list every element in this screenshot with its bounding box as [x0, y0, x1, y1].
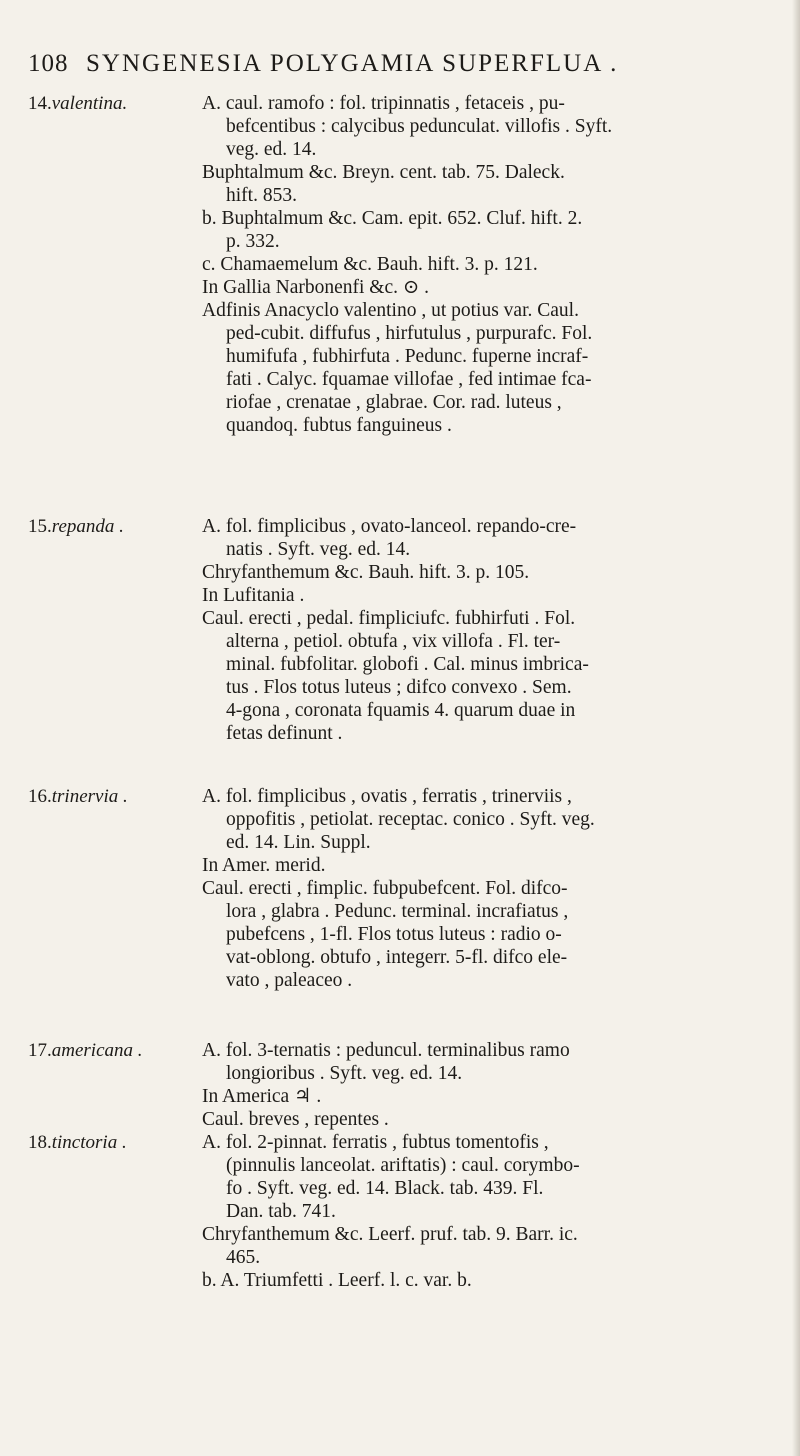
species-label: [28, 92, 200, 115]
species-name: trinervia .: [51, 786, 128, 807]
text-line: Chryfanthemum &c. Bauh. hift. 3. p. 105.: [202, 562, 530, 583]
text-line: fati . Calyc. fquamae villofae , fed intimae fca-: [226, 369, 592, 390]
species-label: [28, 1131, 200, 1154]
page-number: 108: [28, 50, 69, 77]
text-line: befcentibus : calycibus pedunculat. villofis . Syft.: [226, 116, 613, 137]
text-line: ped-cubit. diffufus , hirfutulus , purpurafc. Fol.: [226, 323, 593, 344]
text-line: In Amer. merid.: [202, 855, 326, 876]
text-line: pubefcens , 1-fl. Flos totus luteus : radio o-: [226, 924, 562, 945]
page-body: [28, 92, 780, 1291]
species-number: 17.: [28, 1040, 52, 1061]
species-entry-tinctoria: [28, 1131, 780, 1291]
text-line: riofae , crenatae , glabrae. Cor. rad. luteus ,: [226, 392, 562, 413]
text-line: longioribus . Syft. veg. ed. 14.: [226, 1063, 463, 1084]
text-line: (pinnulis lanceolat. ariftatis) : caul. corymbo-: [226, 1155, 580, 1176]
species-entry-trinervia: [28, 785, 780, 1039]
species-entry-repanda: [28, 515, 780, 785]
species-label: [28, 785, 200, 808]
species-name: repanda .: [51, 516, 124, 537]
text-line: natis . Syft. veg. ed. 14.: [226, 539, 411, 560]
species-number: 16.: [28, 786, 52, 807]
text-line: oppofitis , petiolat. receptac. conico . Syft. veg.: [226, 809, 595, 830]
species-name: americana .: [51, 1040, 143, 1061]
species-number: 15.: [28, 516, 52, 537]
text-line: humifufa , fubhirfuta . Pedunc. fuperne incraf-: [226, 346, 589, 367]
text-line: alterna , petiol. obtufa , vix villofa . Fl. ter-: [226, 631, 561, 652]
text-line: tus . Flos totus luteus ; difco convexo . Sem.: [226, 677, 572, 698]
text-line: b. A. Triumfetti . Leerf. l. c. var. b.: [202, 1270, 472, 1291]
text-line: Buphtalmum &c. Breyn. cent. tab. 75. Daleck.: [202, 162, 565, 183]
text-line: b. Buphtalmum &c. Cam. epit. 652. Cluf. hift. 2.: [202, 208, 583, 229]
text-line: vato , paleaceo .: [226, 970, 353, 991]
text-line: c. Chamaemelum &c. Bauh. hift. 3. p. 121.: [202, 254, 538, 275]
text-line: In Lufitania .: [202, 585, 305, 606]
species-label: [28, 1039, 200, 1062]
species-entry-valentina: [28, 92, 780, 515]
text-line: quandoq. fubtus fanguineus .: [226, 415, 452, 436]
species-entry-americana: [28, 1039, 780, 1131]
text-line: 4-gona , coronata fquamis 4. quarum duae in: [226, 700, 576, 721]
text-line: A. fol. fimplicibus , ovatis , ferratis , trinerviis ,: [202, 786, 572, 807]
text-line: minal. fubfolitar. globofi . Cal. minus imbrica-: [226, 654, 589, 675]
text-line: A. fol. fimplicibus , ovato-lanceol. repando-cre-: [202, 516, 577, 537]
page-edge-shadow: [792, 0, 800, 1456]
text-line: ed. 14. Lin. Suppl.: [226, 832, 371, 853]
running-title: SYNGENESIA POLYGAMIA SUPERFLUA .: [86, 50, 619, 77]
text-line: 465.: [226, 1247, 261, 1268]
text-line: A. caul. ramofo : fol. tripinnatis , fetaceis , pu-: [202, 93, 565, 114]
text-line: In Gallia Narbonenfi &c. ⊙ .: [202, 277, 429, 298]
text-line: Caul. erecti , fimplic. fubpubefcent. Fol. difco-: [202, 878, 568, 899]
text-line: Caul. erecti , pedal. fimpliciufc. fubhirfuti . Fol.: [202, 608, 576, 629]
text-line: lora , glabra . Pedunc. terminal. incrafiatus ,: [226, 901, 569, 922]
text-line: fo . Syft. veg. ed. 14. Black. tab. 439. Fl.: [226, 1178, 544, 1199]
text-line: A. fol. 3-ternatis : peduncul. terminalibus ramo: [202, 1040, 570, 1061]
text-line: Adfinis Anacyclo valentino , ut potius var. Caul.: [202, 300, 579, 321]
text-line: vat-oblong. obtufo , integerr. 5-fl. difco ele-: [226, 947, 568, 968]
page-header: [28, 50, 768, 86]
species-name: valentina.: [51, 93, 128, 114]
text-line: fetas definunt .: [226, 723, 343, 744]
text-line: Dan. tab. 741.: [226, 1201, 336, 1222]
text-line: Chryfanthemum &c. Leerf. pruf. tab. 9. Barr. ic.: [202, 1224, 578, 1245]
text-line: A. fol. 2-pinnat. ferratis , fubtus tomentofis ,: [202, 1132, 549, 1153]
text-line: p. 332.: [226, 231, 280, 252]
species-name: tinctoria .: [51, 1132, 127, 1153]
species-label: [28, 515, 200, 538]
text-line: veg. ed. 14.: [226, 139, 317, 160]
species-number: 14.: [28, 93, 52, 114]
text-line: Caul. breves , repentes .: [202, 1109, 389, 1130]
species-number: 18.: [28, 1132, 52, 1153]
text-line: In America ♃ .: [202, 1086, 322, 1107]
text-line: hift. 853.: [226, 185, 297, 206]
